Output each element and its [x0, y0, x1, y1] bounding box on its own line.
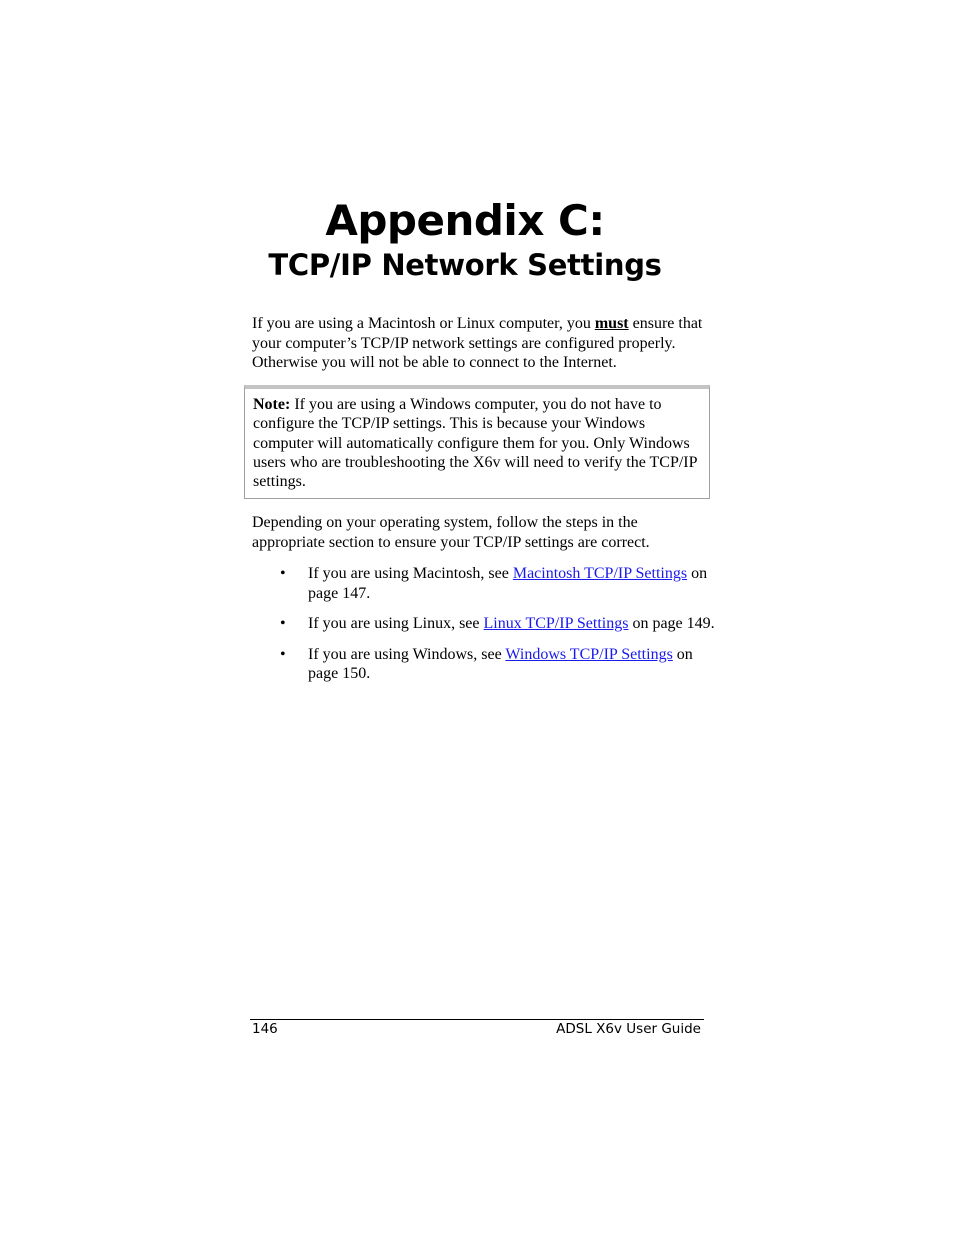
- macintosh-settings-link[interactable]: Macintosh TCP/IP Settings: [512, 565, 688, 582]
- list-item-prefix: If you are using Linux, see: [308, 615, 484, 632]
- linux-settings-link[interactable]: Linux TCP/IP Settings: [483, 615, 629, 632]
- list-item-suffix: on page 149.: [628, 615, 715, 632]
- list-item-linux: [280, 614, 720, 634]
- list-item-prefix: If you are using Windows, see: [308, 645, 506, 663]
- intro-text-end: ensure that your computer’s TCP/IP network settings are configured properly. Otherwise you will not be able to connect to the Internet.: [252, 315, 703, 371]
- list-item-windows: [280, 645, 720, 684]
- bullet-icon: •: [280, 615, 286, 632]
- list-item-suffix: on page 147.: [308, 565, 708, 602]
- note-text: If you are using a Windows computer, you do not have to configure the TCP/IP settings. This is because your Windows computer will automatically configure them for you. Only Windows users who are troubleshooting the X6v will need to verify the TCP/IP settings.: [253, 396, 697, 491]
- list-item-prefix: If you are using Macintosh, see: [308, 565, 513, 582]
- guide-title: ADSL X6v User Guide: [556, 1021, 701, 1037]
- note-label: Note:: [253, 396, 291, 413]
- bullet-icon: •: [280, 565, 286, 582]
- windows-settings-link[interactable]: Windows TCP/IP Settings: [505, 645, 673, 663]
- bullet-icon: •: [280, 645, 286, 663]
- page-subtitle: TCP/IP Network Settings: [268, 248, 662, 282]
- list-item-macintosh: [280, 564, 720, 603]
- intro-text-start: If you are using a Macintosh or Linux computer, you: [252, 315, 595, 332]
- must-emphasis: must: [594, 315, 629, 332]
- note-box: [244, 385, 710, 499]
- page-title: Appendix C:: [325, 196, 605, 245]
- list-item-suffix: on page 150.: [308, 645, 693, 682]
- footer-divider: [250, 1019, 704, 1020]
- os-link-list: [280, 564, 720, 695]
- os-instructions-paragraph: Depending on your operating system, follow the steps in the appropriate section to ensure your TCP/IP settings are correct.: [252, 514, 650, 551]
- page-number: 146: [252, 1021, 278, 1037]
- intro-paragraph: [252, 314, 712, 373]
